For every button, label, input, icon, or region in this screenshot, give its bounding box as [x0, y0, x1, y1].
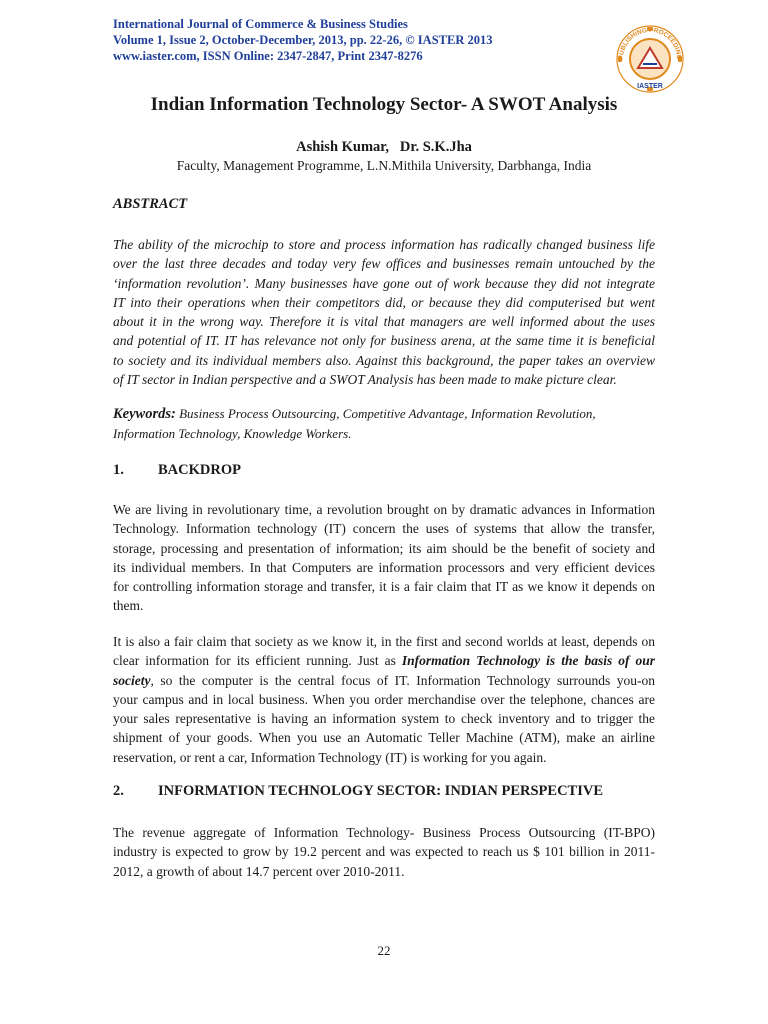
paragraph-line: industry is expected to grow by 19.2 percent and was expected to reach us $ 101 billion in 2011-: [113, 844, 655, 860]
abstract-heading: ABSTRACT: [113, 196, 188, 212]
paper-affiliation: Faculty, Management Programme, L.N.Mithila University, Darbhanga, India: [176, 158, 592, 173]
emphasis-text: Information Technology is the basis of our: [401, 653, 655, 669]
abstract-line: to society and its individual members also. Against this background, the paper takes an overview: [113, 352, 655, 368]
paragraph-line: [113, 651, 655, 670]
logo-text: IASTER: [637, 83, 663, 90]
indian-perspective-paragraph: [113, 823, 655, 881]
journal-volume-line: Volume 1, Issue 2, October-December, 2013, pp. 22-26, © IASTER 2013: [113, 33, 493, 47]
paragraph-text: , so the computer is the central focus of IT. Information Technology surrounds you-on: [150, 672, 655, 688]
paragraph-line: The revenue aggregate of Information Technology- Business Process Outsourcing (IT-BPO): [113, 825, 655, 840]
paragraph-line: for controlling information storage and transfer, it is a fair claim that IT as we know it depends on: [113, 579, 655, 595]
backdrop-paragraph-1: [113, 500, 655, 616]
logo-ring-text: PUBLISHING PROCEEDING: [617, 26, 683, 60]
abstract-line: ‘information revolution’. Many businesses have gone out of work because they did not integrate: [113, 275, 655, 291]
section-number: 2.: [113, 783, 124, 799]
section-number: 1.: [113, 462, 124, 478]
paper-authors: Ashish Kumar, Dr. S.K.Jha: [296, 139, 472, 155]
keywords-label: Keywords:: [113, 406, 176, 422]
paragraph-line: its individual members. In that Computers are information processors and very efficient devices: [113, 559, 655, 575]
paragraph-line: [113, 671, 655, 690]
paragraph-line: them.: [113, 598, 144, 614]
paragraph-line: 2012, a growth of about 14.7 percent over 2010-2011.: [113, 863, 405, 879]
journal-header: [113, 16, 613, 64]
paragraph-line: your sales representative is having an information system to check inventory and to trigger the: [113, 711, 655, 727]
paragraph-line: It is also a fair claim that society as we know it, in the first and second worlds at least, depends on: [113, 634, 655, 649]
abstract-line: over the last three decades and today very few offices and businesses remain untouched by the: [113, 256, 655, 272]
abstract-text: [113, 235, 655, 389]
paragraph-line: shipment of your goods. When you use an Automatic Teller Machine (ATM), make an airline: [113, 730, 655, 746]
keywords-list: Business Process Outsourcing, Competitive Advantage, Information Revolution,: [175, 406, 596, 421]
section-heading-backdrop: [113, 462, 241, 479]
abstract-line: IT into their operations when their competitors did, or because they did computerised but went: [113, 294, 655, 310]
abstract-line: The ability of the microchip to store and process information has radically changed business life: [113, 237, 655, 252]
section-title: BACKDROP: [158, 462, 241, 478]
journal-name: International Journal of Commerce & Business Studies: [113, 17, 408, 31]
backdrop-paragraph-2: [113, 632, 655, 767]
paper-title: Indian Information Technology Sector- A SWOT Analysis: [150, 94, 618, 115]
paragraph-line: Technology. Information technology (IT) concern the uses of systems that allow the transfer,: [113, 521, 655, 537]
paragraph-line: reservation, or rent a car, Information Technology (IT) is working for you again.: [113, 749, 547, 765]
section-title: INFORMATION TECHNOLOGY SECTOR: INDIAN PERSPECTIVE: [158, 783, 603, 799]
keywords-list: Information Technology, Knowledge Workers.: [113, 426, 352, 441]
emphasis-text: society: [113, 672, 151, 688]
paragraph-line: storage, processing and presentation of information; its aim should be the benefit of society and: [113, 540, 655, 556]
section-heading-indian-perspective: [113, 783, 603, 800]
journal-website-line: www.iaster.com, ISSN Online: 2347-2847, Print 2347-8276: [113, 49, 423, 63]
page-number: 22: [377, 943, 391, 958]
paragraph-line: your campus and in local business. When you order merchandise over the telephone, chances are: [113, 691, 655, 707]
abstract-line: and potential of IT. IT has relevance not only for business arena, at the same time it is beneficial: [113, 333, 655, 349]
paragraph-line: We are living in revolutionary time, a revolution brought on by dramatic advances in Information: [113, 502, 655, 517]
iaster-logo: [613, 22, 687, 96]
abstract-line: of IT sector in Indian perspective and a SWOT Analysis has been made to make picture clear.: [113, 372, 617, 388]
keywords-block: [113, 404, 655, 444]
paragraph-text: clear information for its efficient running. Just as: [113, 653, 402, 669]
abstract-line: about it in the wrong way. Therefore it is vital that managers are well informed about the uses: [113, 314, 655, 330]
